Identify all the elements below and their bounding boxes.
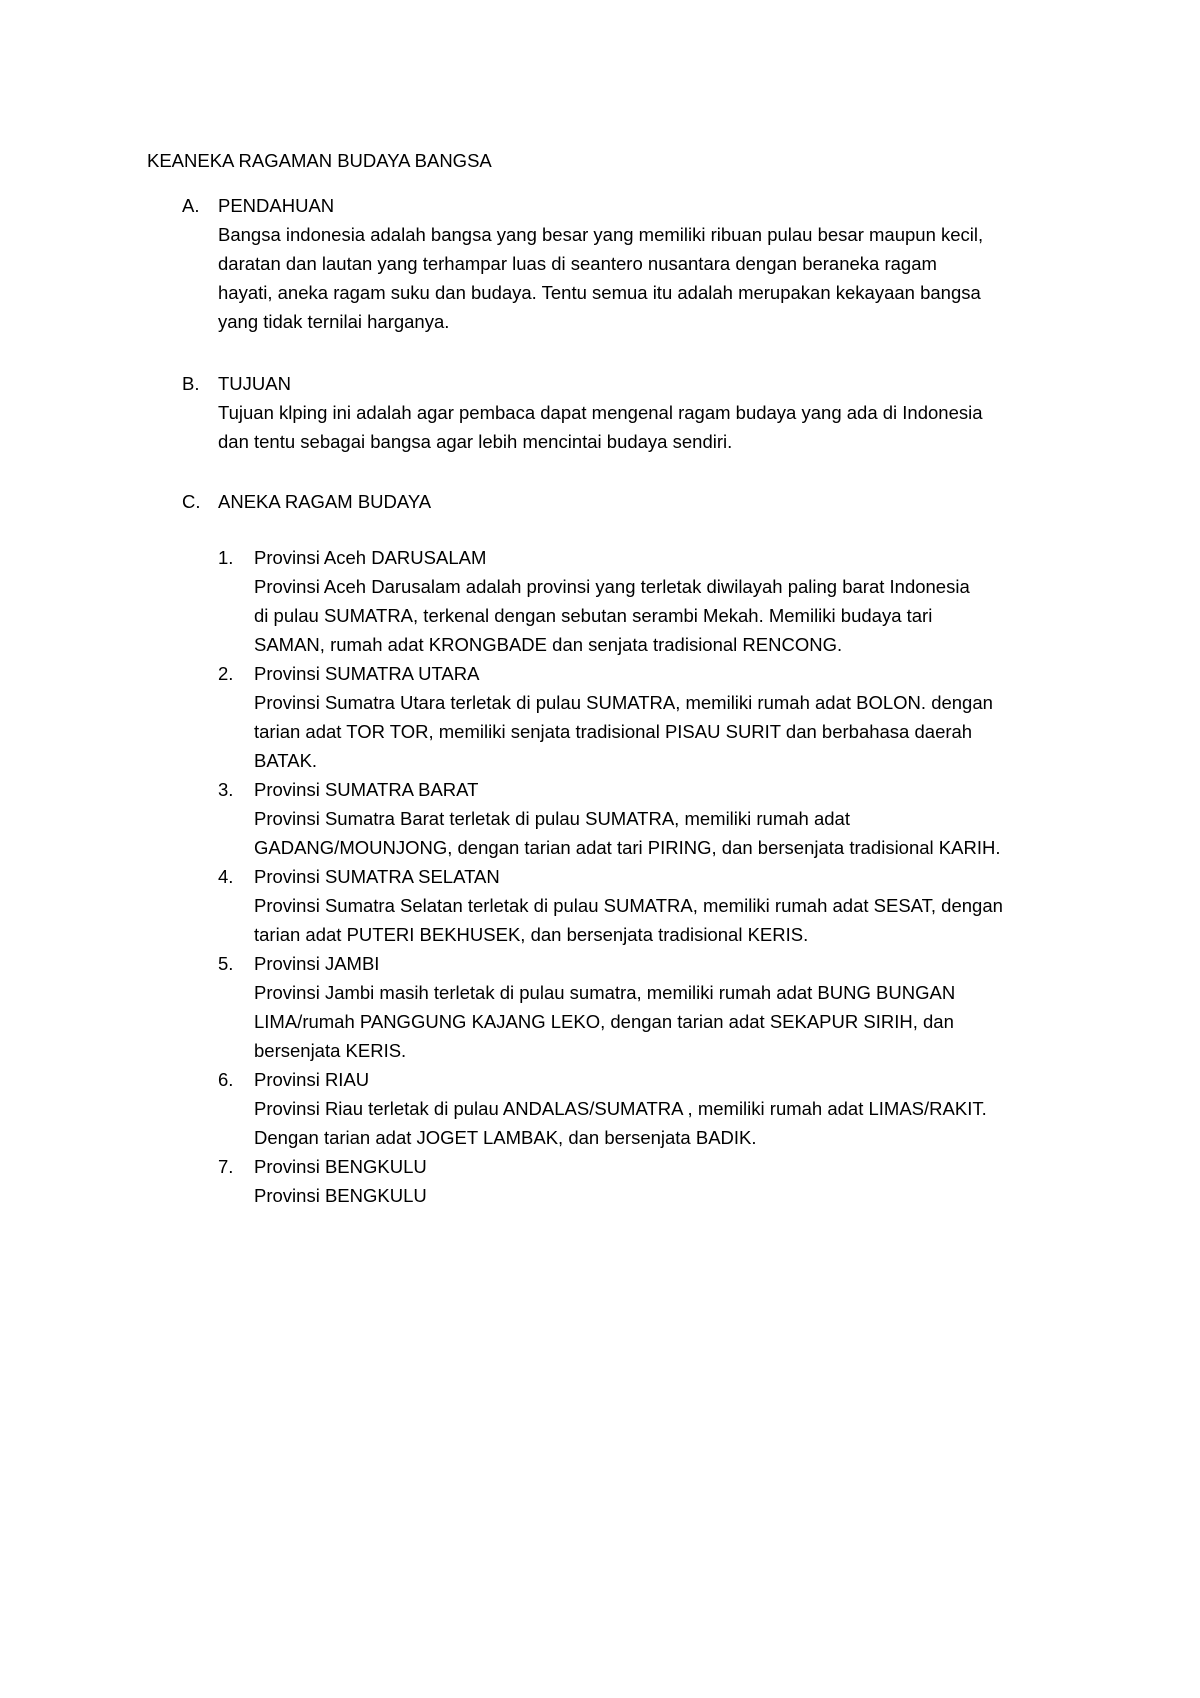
list-item-content [254,1065,1074,1152]
list-item-number: 3. [218,779,234,800]
section-letter: A. [182,195,200,216]
paragraph-line: Bangsa indonesia adalah bangsa yang besar yang memiliki ribuan pulau besar maupun kecil, [218,224,984,245]
province-name: Provinsi RIAU [254,1069,370,1090]
province-name: Provinsi SUMATRA BARAT [254,779,479,800]
list-item [218,949,1078,1065]
province-line: Provinsi Aceh Darusalam adalah provinsi yang terletak diwilayah paling barat Indonesia [254,576,970,597]
list-item [218,659,1078,775]
section-letter: C. [182,491,201,512]
list-item-number: 1. [218,547,234,568]
list-item-content [254,1152,1074,1210]
province-line: GADANG/MOUNJONG, dengan tarian adat tari PIRING, dan bersenjata tradisional KARIH. [254,837,1001,858]
paragraph-line: yang tidak ternilai harganya. [218,311,450,332]
province-line: di pulau SUMATRA, terkenal dengan sebutan serambi Mekah. Memiliki budaya tari [254,605,933,626]
section-heading: PENDAHUAN [218,195,335,216]
province-name: Provinsi SUMATRA UTARA [254,663,480,684]
province-name: Provinsi Aceh DARUSALAM [254,547,487,568]
list-item-content [254,775,1074,862]
section-body [182,398,1078,456]
province-line: Provinsi Sumatra Utara terletak di pulau SUMATRA, memiliki rumah adat BOLON. dengan [254,692,993,713]
province-line: Provinsi Riau terletak di pulau ANDALAS/SUMATRA , memiliki rumah adat LIMAS/RAKIT. [254,1098,987,1119]
list-item [218,1065,1078,1152]
section-aneka-ragam-budaya [182,487,1082,516]
list-item-number: 2. [218,663,234,684]
list-item-content [254,659,1074,775]
province-line: Dengan tarian adat JOGET LAMBAK, dan bersenjata BADIK. [254,1127,757,1148]
paragraph-line: hayati, aneka ragam suku dan budaya. Tentu semua itu adalah merupakan kekayaan bangsa [218,282,981,303]
paragraph-line: dan tentu sebagai bangsa agar lebih mencintai budaya sendiri. [218,431,733,452]
section-heading-row [182,487,1082,516]
province-name: Provinsi SUMATRA SELATAN [254,866,500,887]
list-item [218,862,1078,949]
section-body [182,220,1078,336]
section-heading: TUJUAN [218,373,291,394]
province-line: Provinsi Sumatra Selatan terletak di pulau SUMATRA, memiliki rumah adat SESAT, dengan [254,895,1003,916]
list-item [218,1152,1078,1210]
province-line: Provinsi Jambi masih terletak di pulau sumatra, memiliki rumah adat BUNG BUNGAN [254,982,956,1003]
section-heading-row [182,191,1082,220]
list-item-content [254,949,1074,1065]
province-line: tarian adat PUTERI BEKHUSEK, dan bersenjata tradisional KERIS. [254,924,809,945]
list-item-content [254,543,1074,659]
section-letter: B. [182,373,200,394]
province-name: Provinsi JAMBI [254,953,380,974]
paragraph-line: daratan dan lautan yang terhampar luas di seantero nusantara dengan beraneka ragam [218,253,937,274]
section-heading-row [182,369,1082,398]
province-line: LIMA/rumah PANGGUNG KAJANG LEKO, dengan tarian adat SEKAPUR SIRIH, dan [254,1011,954,1032]
province-line: Provinsi Sumatra Barat terletak di pulau SUMATRA, memiliki rumah adat [254,808,850,829]
province-line: bersenjata KERIS. [254,1040,407,1061]
province-line: SAMAN, rumah adat KRONGBADE dan senjata tradisional RENCONG. [254,634,843,655]
province-list [218,543,1078,1210]
province-line: BATAK. [254,750,318,771]
province-name: Provinsi BENGKULU [254,1156,427,1177]
list-item-content [254,862,1074,949]
list-item-number: 6. [218,1069,234,1090]
list-item-number: 7. [218,1156,234,1177]
section-heading: ANEKA RAGAM BUDAYA [218,491,432,512]
list-item [218,543,1078,659]
list-item-number: 5. [218,953,234,974]
province-line: tarian adat TOR TOR, memiliki senjata tradisional PISAU SURIT dan berbahasa daerah [254,721,973,742]
section-tujuan [182,369,1082,456]
province-line: Provinsi BENGKULU [254,1185,427,1206]
list-item [218,775,1078,862]
paragraph-line: Tujuan klping ini adalah agar pembaca dapat mengenal ragam budaya yang ada di Indonesia [218,402,983,423]
document-title: KEANEKA RAGAMAN BUDAYA BANGSA [147,150,492,171]
section-pendahuan [182,191,1082,336]
list-item-number: 4. [218,866,234,887]
